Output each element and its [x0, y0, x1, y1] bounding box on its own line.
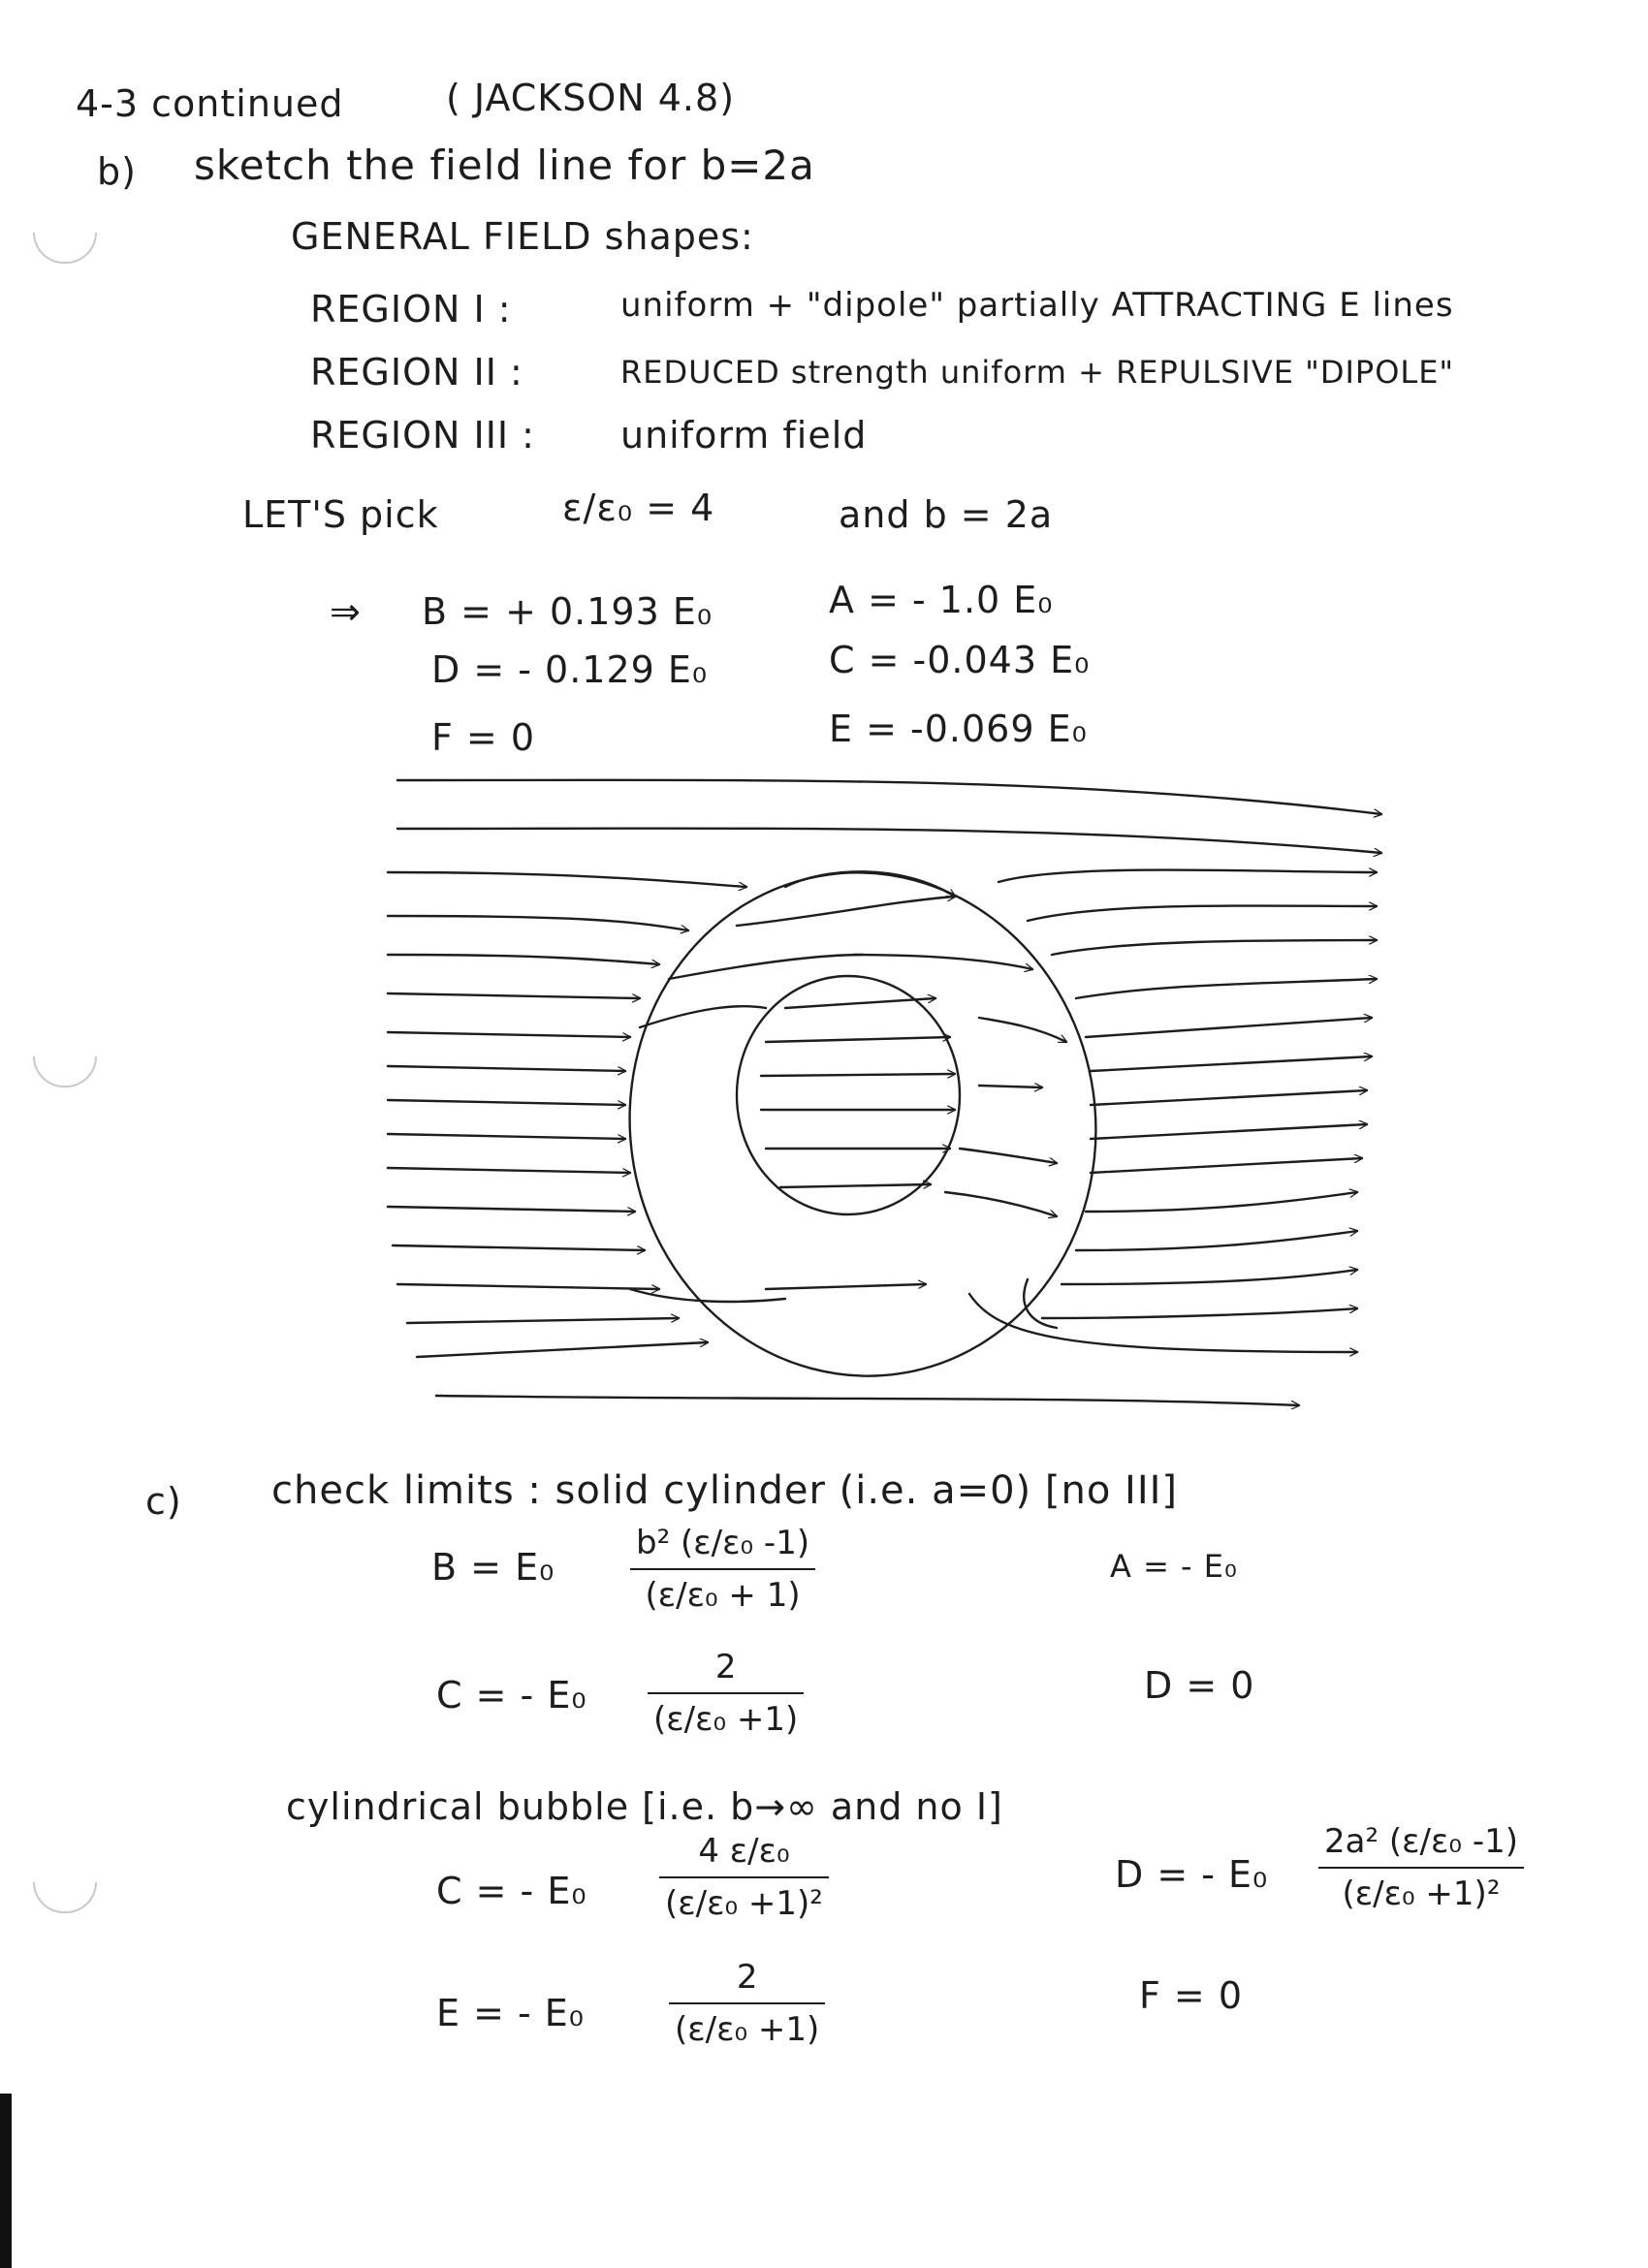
bubble-D-numerator: 2a² (ε/ε₀ -1)	[1324, 1822, 1518, 1861]
field-line	[780, 1184, 931, 1187]
bubble-E-denominator: (ε/ε₀ +1)	[675, 2010, 820, 2049]
bubble-C-numerator: 4 ε/ε₀	[698, 1832, 790, 1871]
bubble-C-fraction	[659, 1832, 829, 1923]
field-line	[388, 955, 659, 964]
field-line	[766, 1037, 950, 1042]
field-line	[388, 1207, 635, 1212]
solid-B-denominator: (ε/ε₀ + 1)	[645, 1576, 801, 1615]
field-line	[388, 1066, 625, 1071]
part-b-label: b)	[97, 150, 137, 193]
field-line	[397, 780, 1381, 814]
check-limits-title: check limits : solid cylinder (i.e. a=0) [no III]	[271, 1468, 1179, 1513]
field-line	[960, 1149, 1057, 1163]
implies-arrow: ⇒	[330, 590, 362, 633]
field-line	[388, 993, 640, 998]
field-line	[737, 897, 955, 926]
field-line	[640, 1006, 766, 1027]
field-line	[388, 1100, 625, 1105]
field-line	[1091, 1056, 1372, 1071]
solid-B-lhs: B = E₀	[431, 1546, 555, 1589]
solid-B-fraction	[630, 1524, 815, 1615]
part-b-task: sketch the field line for b=2a	[194, 142, 815, 189]
field-line	[766, 1284, 926, 1289]
field-line	[998, 870, 1377, 883]
bubble-C-denominator: (ε/ε₀ +1)²	[665, 1884, 823, 1923]
region-3-desc: uniform field	[620, 414, 868, 457]
solid-C-denominator: (ε/ε₀ +1)	[653, 1700, 799, 1739]
solid-D: D = 0	[1144, 1664, 1255, 1707]
field-line	[630, 1289, 785, 1302]
region-2-name: REGION II :	[310, 351, 523, 394]
solid-C-numerator: 2	[714, 1648, 737, 1686]
pick-label: LET'S pick	[242, 493, 439, 536]
field-line	[853, 955, 1032, 969]
field-line	[397, 829, 1381, 853]
field-line	[1091, 1090, 1367, 1105]
bubble-C-lhs: C = - E₀	[436, 1870, 587, 1912]
field-line	[407, 1318, 679, 1323]
coef-C: C = -0.043 E₀	[829, 639, 1091, 681]
field-line	[417, 1342, 708, 1357]
field-line	[785, 998, 935, 1008]
field-line	[1062, 1270, 1357, 1284]
field-line	[669, 955, 863, 979]
inner-cylinder-boundary	[737, 976, 960, 1214]
solid-C-fraction	[648, 1648, 804, 1739]
coef-B: B = + 0.193 E₀	[422, 590, 713, 633]
field-line	[1076, 1231, 1357, 1250]
field-line	[1042, 1308, 1357, 1318]
field-line	[969, 1294, 1357, 1352]
field-line	[397, 1284, 659, 1289]
field-line	[1028, 905, 1377, 921]
coef-F: F = 0	[431, 716, 536, 759]
bubble-F: F = 0	[1139, 1974, 1244, 2017]
region-2-desc: REDUCED strength uniform + REPULSIVE "DIPOLE"	[620, 354, 1455, 391]
outer-cylinder-boundary	[597, 842, 1128, 1406]
field-line	[388, 1134, 625, 1139]
bubble-E-numerator: 2	[736, 1958, 758, 1997]
field-line	[388, 916, 688, 930]
field-line	[388, 1168, 630, 1173]
coef-E: E = -0.069 E₀	[829, 708, 1088, 750]
general-field-shapes: GENERAL FIELD shapes:	[291, 215, 754, 258]
solid-B-numerator: b² (ε/ε₀ -1)	[636, 1524, 810, 1562]
field-line	[1086, 1018, 1372, 1037]
solid-C-lhs: C = - E₀	[436, 1674, 587, 1717]
bubble-D-lhs: D = - E₀	[1115, 1853, 1269, 1896]
region-3-name: REGION III :	[310, 414, 535, 457]
pick-b: and b = 2a	[839, 493, 1054, 536]
field-line	[945, 1192, 1057, 1216]
field-line	[1086, 1192, 1357, 1212]
pick-ratio: ε/ε₀ = 4	[562, 487, 715, 529]
field-line	[388, 1032, 630, 1037]
field-line	[388, 872, 746, 887]
region-1-desc: uniform + "dipole" partially ATTRACTING E lines	[620, 286, 1454, 325]
coef-D: D = - 0.129 E₀	[431, 648, 709, 691]
field-line	[1052, 940, 1377, 955]
solid-A: A = - E₀	[1110, 1548, 1238, 1585]
problem-number: 4-3 continued	[76, 82, 344, 125]
field-line	[436, 1396, 1299, 1405]
region-1-name: REGION I :	[310, 288, 512, 331]
field-line	[1091, 1158, 1362, 1173]
bubble-title: cylindrical bubble [i.e. b→∞ and no I]	[286, 1785, 1003, 1828]
part-c-label: c)	[145, 1480, 182, 1523]
field-line	[393, 1245, 645, 1250]
field-line	[761, 1074, 955, 1076]
bubble-D-fraction	[1318, 1822, 1524, 1913]
coef-A: A = - 1.0 E₀	[829, 579, 1054, 621]
field-line	[785, 871, 955, 897]
bubble-D-denominator: (ε/ε₀ +1)²	[1342, 1874, 1501, 1913]
field-line	[1091, 1124, 1367, 1139]
field-line	[979, 1086, 1042, 1087]
textbook-reference: ( JACKSON 4.8)	[446, 77, 736, 119]
field-line	[979, 1018, 1066, 1042]
bubble-E-fraction	[669, 1958, 825, 2049]
field-line	[1076, 979, 1377, 998]
bubble-E-lhs: E = - E₀	[436, 1992, 586, 2034]
